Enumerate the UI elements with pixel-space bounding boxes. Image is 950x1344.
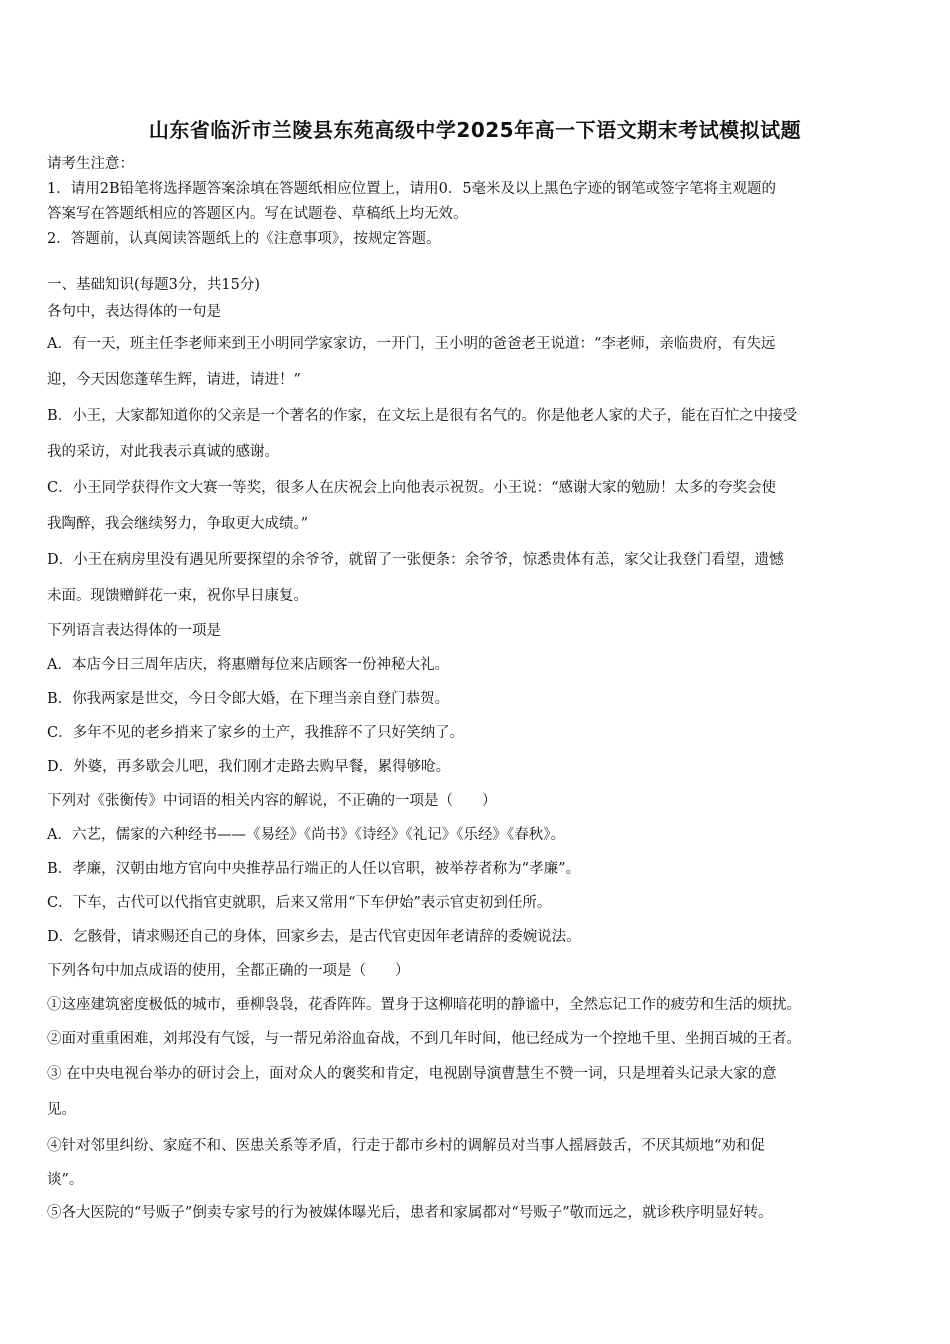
question-4-sentence-3-line-1: ③ 在中央电视台举办的研讨会上，面对众人的褒奖和肯定，电视剧导演曹慧生不赞一词，只是埋着头记录大家的意 — [47, 1066, 777, 1082]
question-4-sentence-5: ⑤各大医院的“号贩子”倒卖专家号的行为被媒体曝光后，患者和家属都对“号贩子”敬而远之，就诊秩序明显好转。 — [47, 1205, 773, 1221]
question-2-option-c: C．多年不见的老乡捎来了家乡的土产，我推辞不了只好笑纳了。 — [47, 725, 465, 741]
question-2-option-d: D．外婆，再多歇会儿吧，我们刚才走路去购早餐，累得够呛。 — [47, 759, 451, 775]
question-1-option-a-line-1: A．有一天，班主任李老师来到王小明同学家家访，一开门，王小明的爸爸老王说道：“李老师，亲临贵府，有失远 — [47, 336, 776, 352]
question-1-option-d-line-1: D．小王在病房里没有遇见所要探望的余爷爷，就留了一张便条：余爷爷，惊悉贵体有恙，家父让我登门看望，遗憾 — [47, 552, 784, 568]
question-2-stem: 下列语言表达得体的一项是 — [47, 623, 221, 639]
notice-item-2: 2．答题前，认真阅读答题纸上的《注意事项》，按规定答题。 — [47, 231, 441, 247]
section-basic-knowledge — [47, 272, 917, 1230]
notice-heading: 请考生注意： — [47, 156, 134, 172]
question-1-option-d-line-2: 未面。现馈赠鲜花一束，祝你早日康复。 — [47, 588, 308, 604]
question-4-sentence-4-line-1: ④针对邻里纠纷、家庭不和、医患关系等矛盾，行走于都市乡村的调解员对当事人摇唇鼓舌，不厌其烦地“劝和促 — [47, 1138, 765, 1154]
exam-notice — [47, 152, 917, 252]
question-2-option-a: A．本店今日三周年店庆，将惠赠每位来店顾客一份神秘大礼。 — [47, 657, 449, 673]
question-3-option-c: C．下车，古代可以代指官吏就职，后来又常用“下车伊始”表示官吏初到任所。 — [47, 895, 552, 911]
question-4-sentence-4-line-2: 谈”。 — [47, 1172, 84, 1188]
question-3-option-a: A．六艺，儒家的六种经书——《易经》《尚书》《诗经》《礼记》《乐经》《春秋》。 — [47, 827, 565, 843]
question-1-option-c-line-1: C．小王同学获得作文大赛一等奖，很多人在庆祝会上向他表示祝贺。小王说：“感谢大家的勉励！太多的夸奖会使 — [47, 480, 777, 496]
question-1-option-b-line-1: B．小王，大家都知道你的父亲是一个著名的作家，在文坛上是很有名气的。你是他老人家的犬子，能在百忙之中接受 — [47, 408, 798, 424]
question-4-stem: 下列各句中加点成语的使用，全都正确的一项是（ ） — [47, 963, 410, 979]
notice-item-1-line-1: 1．请用2B铅笔将选择题答案涂填在答题纸相应位置上，请用0．5毫米及以上黑色字迹的钢笔或签字笔将主观题的 — [47, 181, 777, 197]
question-3-option-d: D．乞骸骨，请求赐还自己的身体，回家乡去，是古代官吏因年老请辞的委婉说法。 — [47, 929, 581, 945]
question-3-option-b: B．孝廉，汉朝由地方官向中央推荐品行端正的人任以官职，被举荐者称为“孝廉”。 — [47, 861, 580, 877]
question-2-option-b: B．你我两家是世交，今日令郎大婚，在下理当亲自登门恭贺。 — [47, 691, 450, 707]
question-1-option-c-line-2: 我陶醉，我会继续努力，争取更大成绩。” — [47, 516, 309, 532]
question-1-option-a-line-2: 迎，今天因您蓬荜生辉，请进，请进！” — [47, 372, 301, 388]
question-1-option-b-line-2: 我的采访，对此我表示真诚的感谢。 — [47, 444, 279, 460]
notice-item-1-line-2: 答案写在答题纸相应的答题区内。写在试题卷、草稿纸上均无效。 — [47, 206, 468, 222]
section-heading: 一、基础知识(每题3分，共15分) — [47, 277, 260, 293]
question-4-sentence-2: ②面对重重困难，刘邦没有气馁，与一帮兄弟浴血奋战，不到几年时间，他已经成为一个控地千里、坐拥百城的王者。 — [47, 1031, 801, 1047]
question-4-sentence-1: ①这座建筑密度极低的城市，垂柳袅袅，花香阵阵。置身于这柳暗花明的静谧中，全然忘记工作的疲劳和生活的烦扰。 — [47, 997, 801, 1013]
question-3-stem: 下列对《张衡传》中词语的相关内容的解说，不正确的一项是（ ） — [47, 793, 497, 809]
page-title: 山东省临沂市兰陵县东苑高级中学2025年高一下语文期末考试模拟试题 — [148, 118, 802, 142]
question-4-sentence-3-line-2: 见。 — [47, 1102, 76, 1118]
question-1-stem: 各句中，表达得体的一句是 — [47, 304, 221, 320]
